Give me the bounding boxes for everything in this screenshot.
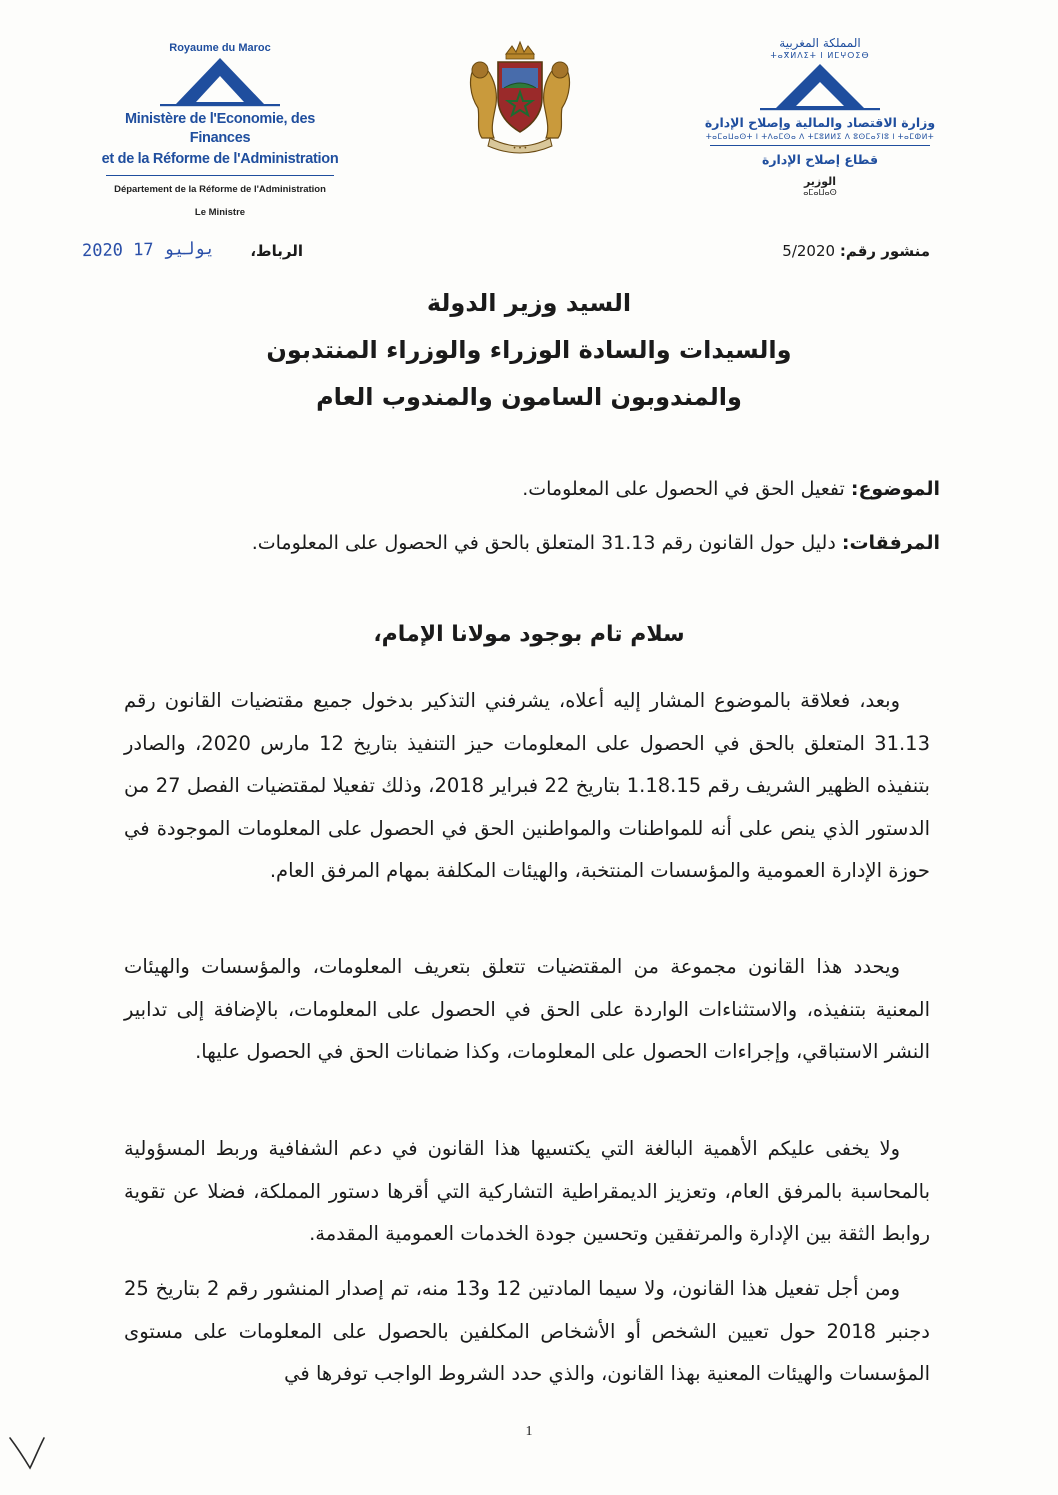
circular-label: منشور رقم: xyxy=(839,242,930,260)
department-fr: Département de la Réforme de l'Administration xyxy=(114,184,326,195)
letterhead-divider xyxy=(710,145,930,146)
circular-number: 5/2020 xyxy=(782,242,836,260)
ministry-name-tifinagh: ⵜⴰⵎⴰⵡⴰⵙⵜ ⵏ ⵜⴷⴰⵎⵙⴰ ⴷ ⵜⵎⵓⵍⵍⵉ ⴷ ⵓⵙⵎⴰⵢⵏⵓ ⵏ ⵜⴰⵎⵀⵍⵜ xyxy=(705,132,935,141)
ministry-name-fr-2: et de la Réforme de l'Administration xyxy=(101,151,339,167)
kingdom-label-fr: Royaume du Maroc xyxy=(169,42,271,54)
svg-text:• • •: • • • xyxy=(512,145,528,152)
letterhead-divider xyxy=(106,175,334,176)
role-fr: Le Ministre xyxy=(194,207,246,218)
coat-of-arms-icon xyxy=(460,38,580,158)
page-number: 1 xyxy=(525,1424,533,1439)
letterhead-arabic xyxy=(700,36,940,197)
paragraph-text: ولا يخفى عليكم الأهمية البالغة التي يكتسيها هذا القانون في دعم الشفافية وربط المسؤولية بالمحاسبة بالمرفق العام، وتعزيز الديمقراطية التشاركية التي أقرها دستور المملكة، فضلا عن تقوية روابط الثقة بين الإدارة والمرتفقين وتحسين جودة الخدمات العمومية المقدمة. xyxy=(124,1137,930,1245)
addressee-line: والمندوبون السامون والمندوب العام xyxy=(316,383,742,411)
salutation: سلام تام بوجود مولانا الإمام، xyxy=(373,622,685,647)
subject-text: تفعيل الحق في الحصول على المعلومات. xyxy=(522,478,845,500)
body-paragraph xyxy=(124,680,930,893)
ministry-name-ar: وزارة الاقتصاد والمالية وإصلاح الإدارة xyxy=(704,115,936,130)
date-stamp: 2020 يوليو 17 xyxy=(81,238,216,262)
city-label: الرباط، xyxy=(250,242,303,260)
kingdom-label-tifinagh: ⵜⴰⴳⵍⴷⵉⵜ ⵏ ⵍⵎⵖⵔⵉⴱ xyxy=(770,51,870,60)
addressee-line: السيد وزير الدولة xyxy=(426,289,632,317)
subject-label: الموضوع: xyxy=(850,478,940,500)
body-paragraph xyxy=(124,946,930,1074)
addressees-block xyxy=(200,280,858,421)
ministry-logo-icon xyxy=(160,56,280,108)
kingdom-label-ar: المملكة المغربية xyxy=(779,36,861,50)
paragraph-text: ومن أجل تفعيل هذا القانون، ولا سيما المادتين 12 و13 منه، تم إصدار المنشور رقم 2 بتاريخ 25 دجنبر 2018 حول تعيين الشخص أو الأشخاص المكلفين بالحصول على المعلومات على مستوى المؤسسات والهيئات المعنية بهذا القانون، والذي حدد الشروط الواجب توفرها في xyxy=(124,1277,930,1385)
circular-reference xyxy=(782,242,930,260)
role-tifinagh: ⴰⵎⴰⵡⴰⵙ xyxy=(803,188,837,197)
body-paragraph xyxy=(124,1128,930,1256)
subject-line xyxy=(120,478,940,500)
attachments-label: المرفقات: xyxy=(841,532,940,554)
attachments-line xyxy=(120,532,940,554)
attachments-text: دليل حول القانون رقم 31.13 المتعلق بالحق في الحصول على المعلومات. xyxy=(251,532,836,554)
paragraph-text: وبعد، فعلاقة بالموضوع المشار إليه أعلاه، يشرفني التذكير بدخول جميع مقتضيات القانون رقم 31.13 المتعلق بالحق في الحصول على المعلومات حيز التنفيذ بتاريخ 12 مارس 2020، والصادر بتنفيذه الظهير الشريف رقم 1.18.15 بتاريخ 22 فبراير 2018، وذلك تفعيلا لمقتضيات الفصل 27 من الدستور الذي ينص على أنه للمواطنات والمواطنين الحق في الحصول على المعلومات الموجودة في حوزة الإدارة العمومية والمؤسسات المنتخبة، والهيئات المكلفة بمهام المرفق العام. xyxy=(124,689,930,882)
role-ar: الوزير xyxy=(803,175,837,188)
ministry-logo-icon xyxy=(760,62,880,112)
addressee-line: والسيدات والسادة الوزراء والوزراء المنتدبون xyxy=(266,336,792,364)
department-ar: قطاع إصلاح الإدارة xyxy=(761,152,879,167)
body-paragraph xyxy=(124,1268,930,1396)
letterhead-french xyxy=(100,40,340,218)
paragraph-text: ويحدد هذا القانون مجموعة من المقتضيات تتعلق بتعريف المعلومات، والمؤسسات والهيئات المعنية بتنفيذه، والاستثناءات الواردة على الحق في الحصول على المعلومات، بالإضافة إلى تدابير النشر الاستباقي، وإجراءات الحصول على المعلومات، وكذا ضمانات الحق في الحصول عليها. xyxy=(124,955,930,1063)
handwritten-paraph-icon xyxy=(6,1432,50,1476)
ministry-name-fr-1: Ministère de l'Economie, des Finances xyxy=(124,111,316,146)
